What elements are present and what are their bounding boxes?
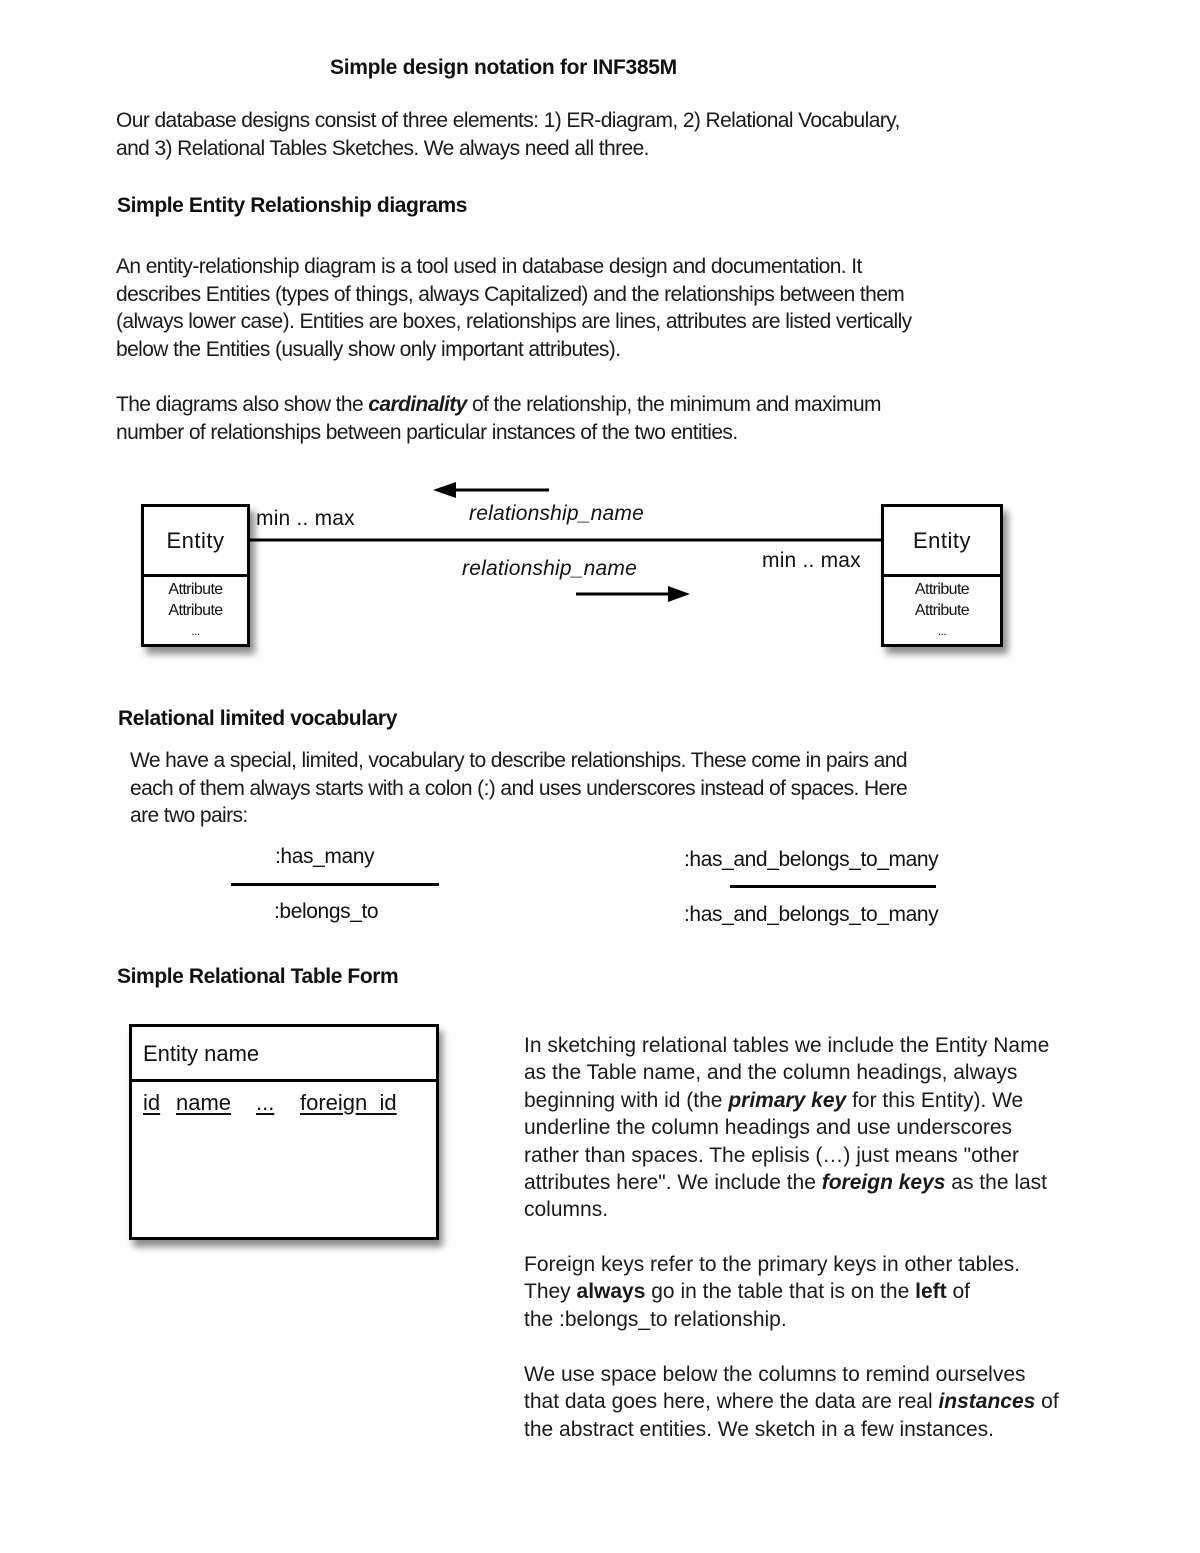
paragraph-line: are two pairs: <box>130 804 248 827</box>
paragraph-line: that data goes here, where the data are real instances of <box>524 1390 1059 1414</box>
right-entity-box <box>881 504 1003 647</box>
paragraph-line: rather than spaces. The eplisis (…) just means "other <box>524 1143 1019 1167</box>
vocab-section-heading: Relational limited vocabulary <box>118 707 397 730</box>
entity-name: Entity <box>884 507 1000 577</box>
column-heading-name: name <box>176 1090 232 1115</box>
table-entity-name: Entity name <box>132 1027 436 1082</box>
attribute: Attribute <box>168 602 223 619</box>
document-title: Simple design notation for INF385M <box>330 56 677 79</box>
paragraph-line: Foreign keys refer to the primary keys in other tables. <box>524 1253 1021 1276</box>
vocab-term-bottom: :belongs_to <box>274 900 379 923</box>
left-cardinality-label: min .. max <box>256 507 355 530</box>
er-section-heading: Simple Entity Relationship diagrams <box>117 194 468 217</box>
table-explanation-paragraph <box>524 1032 1049 1224</box>
arrow-right-icon <box>576 586 690 602</box>
table-section-heading: Simple Relational Table Form <box>117 965 399 988</box>
always-term: always <box>576 1280 646 1304</box>
paragraph-line: We have a special, limited, vocabulary to describe relationships. These come in pairs and <box>130 749 907 772</box>
paragraph-line: We use space below the columns to remind ourselves <box>524 1363 1026 1386</box>
paragraph-line: the :belongs_to relationship. <box>524 1307 787 1331</box>
left-term: left <box>915 1280 947 1304</box>
arrow-left-icon <box>433 482 549 498</box>
relationship-name-top: relationship_name <box>469 502 645 525</box>
vocab-divider <box>231 883 439 886</box>
paragraph-line: describes Entities (types of things, always Capitalized) and the relationships between them <box>116 282 905 306</box>
attribute-ellipsis: ... <box>191 624 200 638</box>
attribute: Attribute <box>168 581 223 598</box>
relational-table-sketch <box>129 1024 439 1240</box>
attribute: Attribute <box>914 581 970 598</box>
paragraph-line: (always lower case). Entities are boxes, relationships are lines, attributes are listed vertically <box>116 310 912 333</box>
vocab-divider <box>730 885 936 888</box>
column-heading-foreign-id: foreign_id <box>300 1090 397 1115</box>
paragraph-line: beginning with id (the primary key for this Entity). We <box>524 1088 1024 1112</box>
foreign-keys-term: foreign keys <box>821 1171 946 1195</box>
table-column-headings <box>132 1082 436 1122</box>
cardinality-term: cardinality <box>368 393 467 416</box>
attribute-ellipsis: ... <box>937 624 947 638</box>
paragraph-line: number of relationships between particular instances of the two entities. <box>116 420 738 444</box>
entity-attributes <box>884 577 1000 642</box>
paragraph-line: In sketching relational tables we include the Entity Name <box>524 1034 1050 1057</box>
paragraph-line: The diagrams also show the cardinality of the relationship, the minimum and maximum <box>116 393 881 416</box>
paragraph-line: below the Entities (usually show only important attributes). <box>116 337 621 361</box>
entity-name: Entity <box>144 507 247 577</box>
vocab-term-bottom: :has_and_belongs_to_many <box>684 903 939 926</box>
paragraph-line: attributes here". We include the foreign keys as the last <box>524 1171 1048 1195</box>
column-heading-id: id <box>143 1090 161 1115</box>
paragraph-line: columns. <box>524 1198 609 1222</box>
instances-term: instances <box>938 1390 1036 1414</box>
entity-attributes <box>144 577 247 642</box>
vocab-paragraph <box>130 747 907 830</box>
vocab-term-top: :has_and_belongs_to_many <box>684 848 939 871</box>
paragraph-line: An entity-relationship diagram is a tool used in database design and documentation. It <box>116 255 862 278</box>
instances-paragraph <box>524 1361 1059 1443</box>
paragraph-line: each of them always starts with a colon (:) and uses underscores instead of spaces. Here <box>130 776 908 800</box>
column-heading-ellipsis: ... <box>256 1090 275 1115</box>
paragraph-line: underline the column headings and use underscores <box>524 1116 1012 1140</box>
primary-key-term: primary key <box>728 1088 847 1112</box>
paragraph-line: the abstract entities. We sketch in a few instances. <box>524 1417 995 1441</box>
right-cardinality-label: min .. max <box>762 549 861 572</box>
intro-line: Our database designs consist of three elements: 1) ER-diagram, 2) Relational Vocabulary, <box>116 109 900 132</box>
attribute: Attribute <box>914 602 970 619</box>
relationship-name-bottom: relationship_name <box>462 557 638 580</box>
intro-line: and 3) Relational Tables Sketches. We always need all three. <box>116 136 649 160</box>
paragraph-line: as the Table name, and the column headings, always <box>524 1061 1018 1085</box>
left-entity-box <box>141 504 250 647</box>
foreign-keys-paragraph <box>524 1251 1020 1333</box>
vocab-term-top: :has_many <box>275 845 375 868</box>
paragraph-line: They always go in the table that is on the left of <box>524 1280 970 1304</box>
